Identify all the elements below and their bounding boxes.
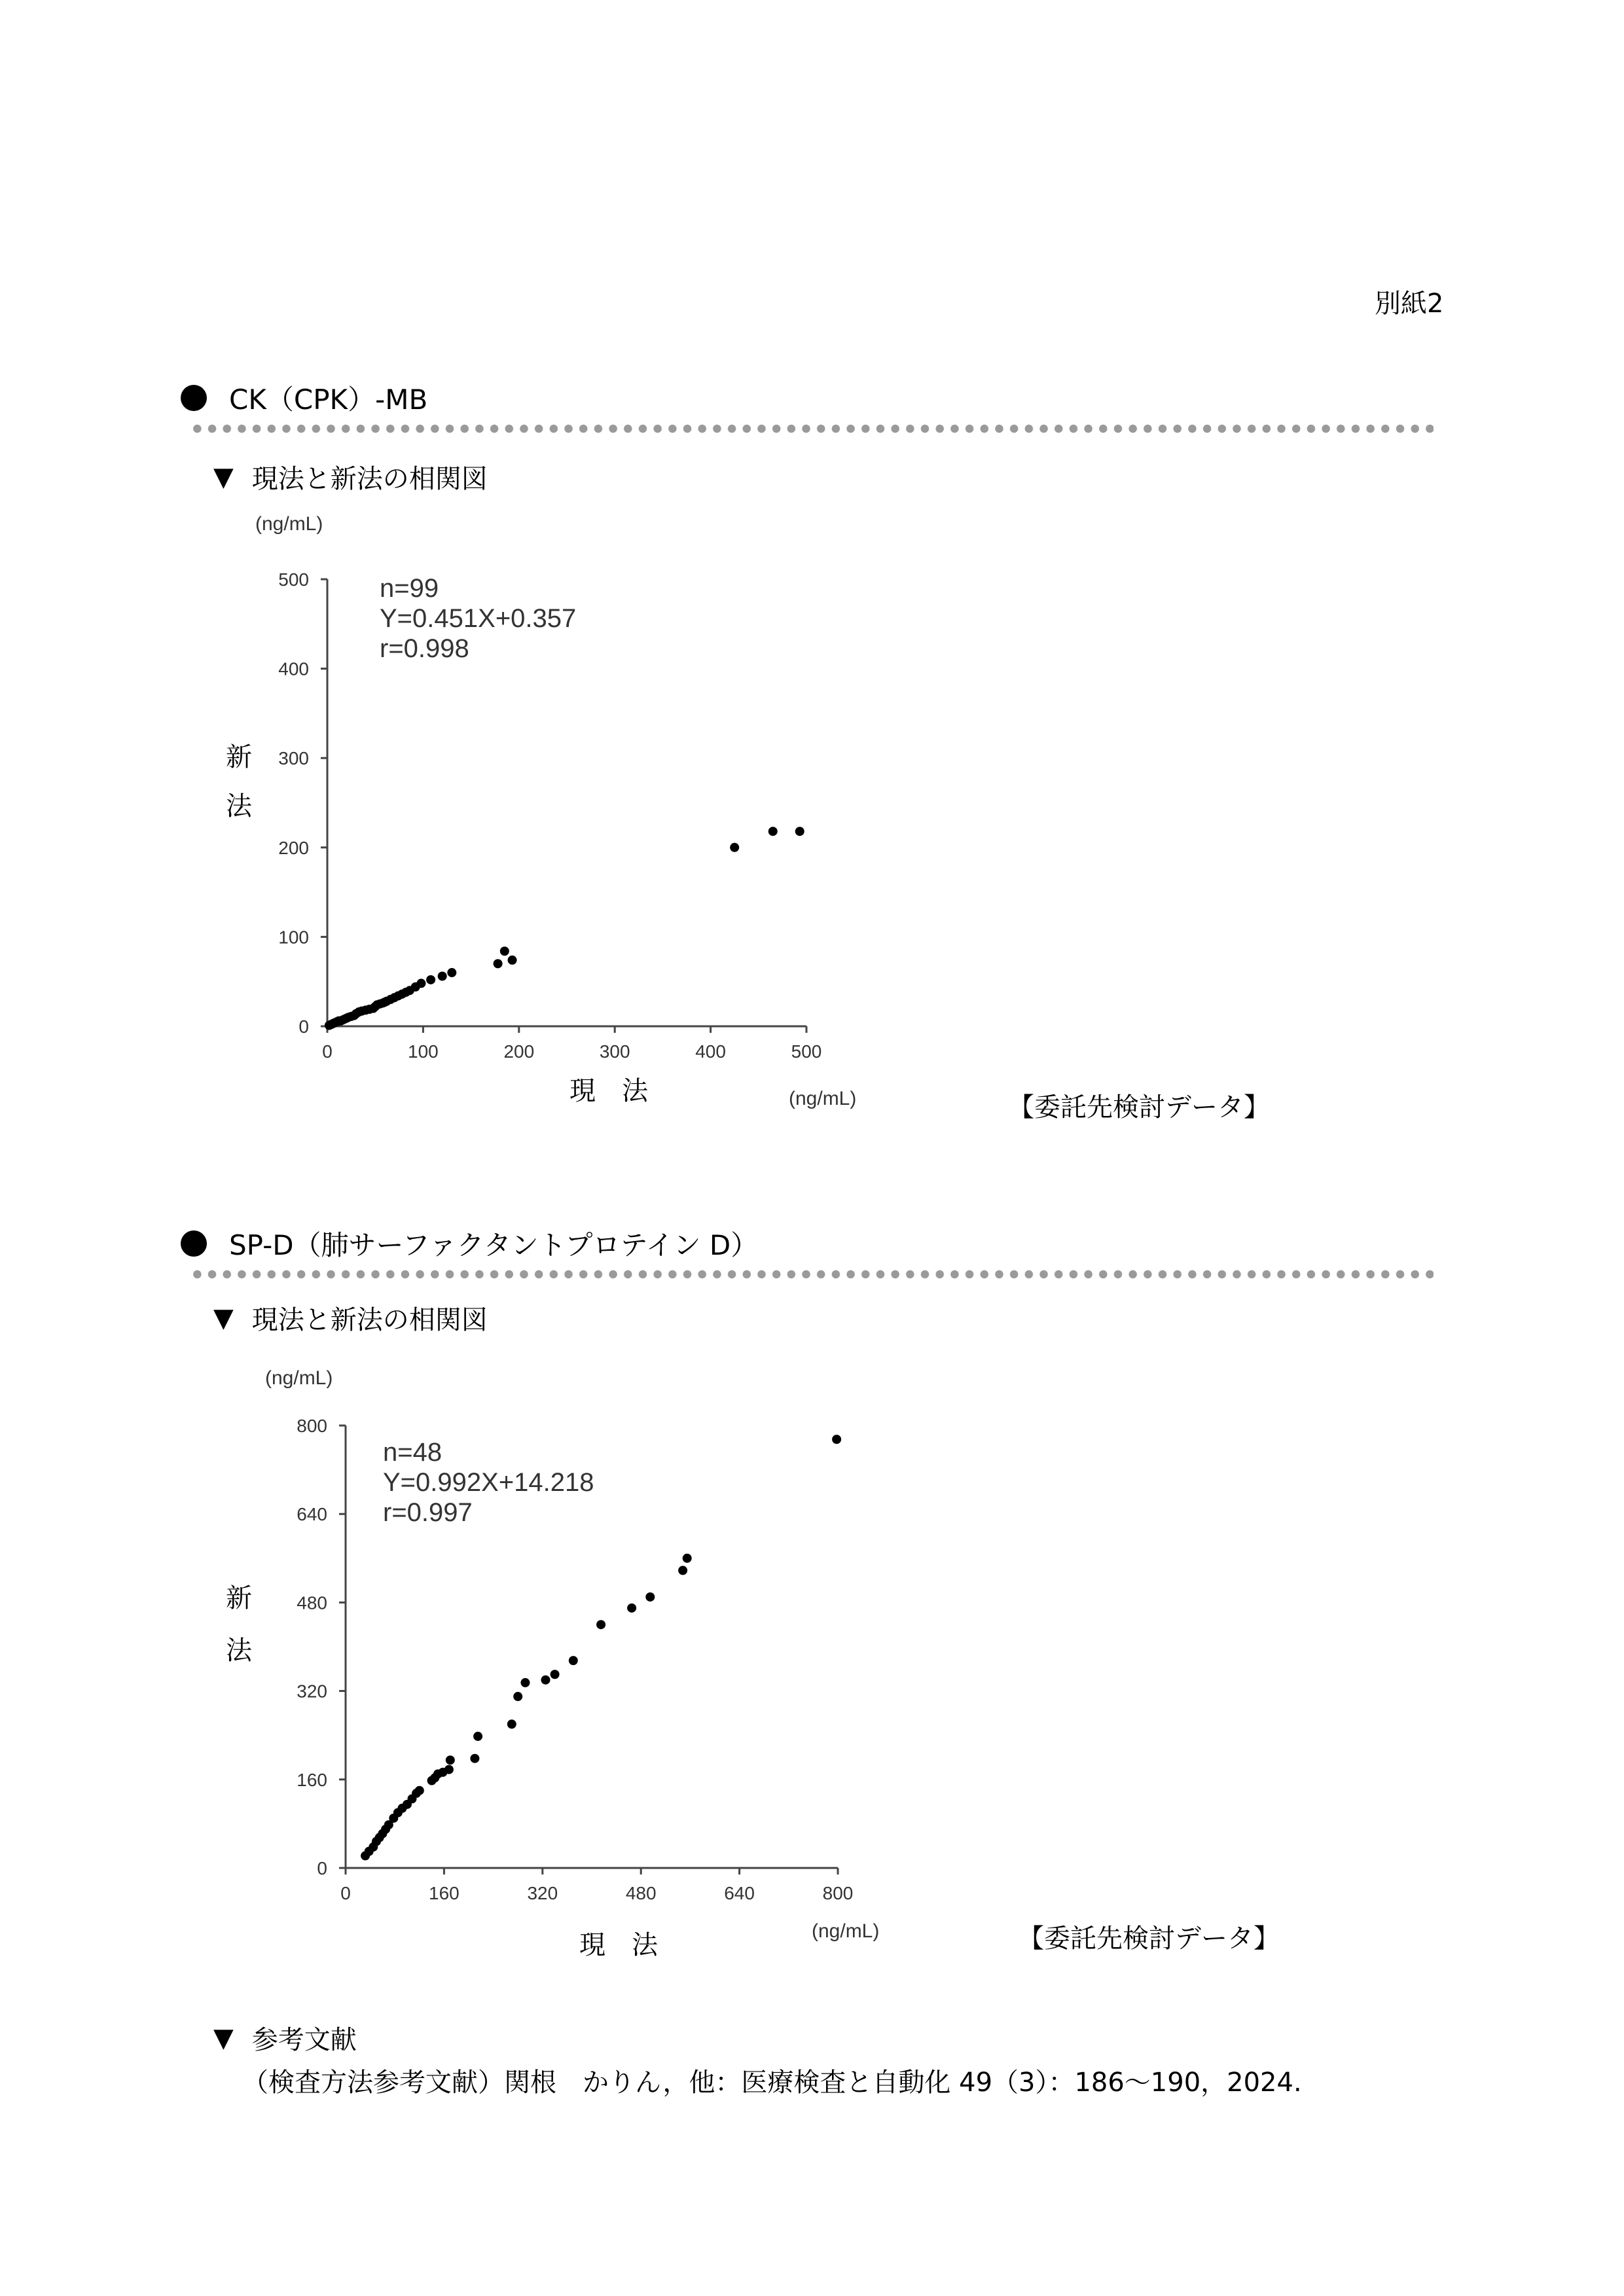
data-point (446, 1755, 455, 1765)
regression-annotation: Y=0.451X+0.357 (380, 604, 577, 633)
regression-annotation: n=48 (383, 1438, 442, 1467)
x-tick-label: 300 (599, 1041, 630, 1062)
y-unit-label: (ng/mL) (255, 513, 323, 535)
x-tick-label: 160 (429, 1883, 460, 1903)
subtitle-correlation (213, 1299, 488, 1336)
data-point (678, 1566, 687, 1575)
x-tick-label: 0 (340, 1883, 351, 1903)
data-point (596, 1620, 605, 1629)
x-axis-label: 現 法 (569, 1077, 648, 1105)
data-point (627, 1604, 636, 1613)
x-tick-label: 640 (724, 1883, 755, 1903)
data-point (508, 956, 517, 965)
data-point (795, 827, 804, 836)
section-title-text: CK（CPK）-MB (229, 384, 428, 416)
section-title-sp-d (181, 1224, 758, 1263)
bullet-icon (181, 1230, 207, 1257)
y-tick-label: 300 (278, 748, 309, 769)
x-tick-label: 800 (822, 1883, 854, 1903)
reference-heading-text: 参考文献 (251, 2025, 357, 2055)
reference-text: （検査方法参考文献）関根 かりん，他：医療検査と自動化 49（3）：186〜190，2024. (242, 2068, 1302, 2098)
triangle-down-icon: ▼ (213, 1302, 234, 1333)
data-point (447, 968, 456, 977)
y-axis-label: 法 (226, 792, 252, 821)
data-point (444, 1765, 454, 1774)
data-point (550, 1670, 560, 1679)
data-point (569, 1656, 578, 1665)
y-axis-label: 法 (226, 1636, 252, 1665)
regression-annotation: n=99 (380, 574, 439, 603)
subtitle-text: 現法と新法の相関図 (251, 1305, 488, 1335)
y-tick-label: 480 (297, 1592, 327, 1613)
chart-sp-d (226, 1367, 879, 1960)
regression-annotation: Y=0.992X+14.218 (383, 1468, 594, 1497)
y-tick-label: 160 (297, 1769, 327, 1790)
y-tick-label: 320 (297, 1681, 327, 1702)
y-tick-label: 400 (278, 658, 309, 679)
y-tick-label: 800 (297, 1416, 327, 1436)
triangle-down-icon: ▼ (213, 461, 234, 492)
data-point (416, 978, 425, 988)
x-axis-label: 現 法 (579, 1931, 658, 1960)
data-point (415, 1786, 424, 1795)
source-note: 【委託先検討データ】 (1018, 1924, 1280, 1954)
data-point (513, 1692, 522, 1701)
data-point (426, 975, 435, 984)
x-tick-label: 0 (322, 1041, 333, 1062)
data-point (832, 1435, 841, 1444)
chart-ck-mb (226, 513, 856, 1109)
subtitle-text: 現法と新法の相関図 (251, 464, 488, 494)
y-tick-label: 500 (278, 569, 309, 590)
x-unit-label: (ng/mL) (789, 1088, 857, 1109)
data-point (541, 1676, 550, 1685)
x-tick-label: 200 (503, 1041, 535, 1062)
y-tick-label: 100 (278, 927, 309, 948)
section-title-text: SP-D（肺サーファクタントプロテイン D） (229, 1229, 759, 1261)
reference-heading (213, 2019, 357, 2056)
data-point (730, 843, 739, 852)
y-axis-label: 新 (226, 743, 252, 772)
data-point (507, 1719, 516, 1729)
data-point (645, 1592, 655, 1602)
x-tick-label: 400 (695, 1041, 726, 1062)
y-tick-label: 640 (297, 1504, 327, 1525)
data-point (768, 827, 778, 836)
data-point (500, 946, 509, 956)
x-tick-label: 100 (408, 1041, 439, 1062)
source-note: 【委託先検討データ】 (1008, 1092, 1270, 1122)
y-tick-label: 200 (278, 837, 309, 858)
regression-annotation: r=0.998 (380, 634, 469, 663)
y-tick-label: 0 (298, 1016, 309, 1037)
data-point (473, 1732, 482, 1741)
data-point (520, 1678, 530, 1687)
regression-annotation: r=0.997 (383, 1498, 473, 1527)
data-point (494, 959, 503, 968)
page-label: 別紙2 (1375, 289, 1444, 319)
x-tick-label: 320 (527, 1883, 558, 1903)
dotted-divider (190, 1270, 1434, 1279)
y-axis-label: 新 (226, 1584, 252, 1613)
y-tick-label: 0 (317, 1858, 327, 1878)
triangle-down-icon: ▼ (213, 2022, 234, 2053)
x-tick-label: 480 (625, 1883, 657, 1903)
data-point (438, 972, 447, 981)
x-tick-label: 500 (791, 1041, 822, 1062)
data-point (470, 1754, 479, 1763)
data-point (683, 1554, 692, 1563)
x-unit-label: (ng/mL) (812, 1920, 880, 1942)
y-unit-label: (ng/mL) (265, 1367, 333, 1389)
